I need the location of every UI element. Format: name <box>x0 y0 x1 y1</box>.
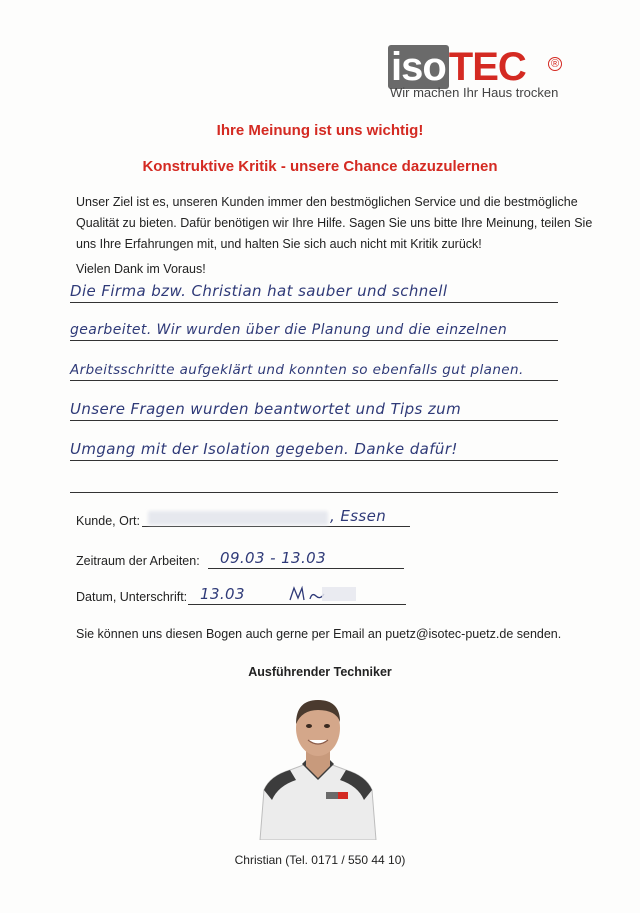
technician-photo <box>256 688 380 840</box>
logo-tagline: Wir machen Ihr Haus trocken <box>390 85 559 100</box>
date-label: Datum, Unterschrift: <box>76 590 188 604</box>
isotec-logo <box>388 45 563 105</box>
handwriting-text: Arbeitsschritte aufgeklärt und konnten so ebenfalls gut planen. <box>70 362 524 378</box>
feedback-line-1 <box>70 272 558 303</box>
period-value: 09.03 - 13.03 <box>220 549 327 567</box>
customer-city: , Essen <box>330 507 387 525</box>
technician-title: Ausführender Techniker <box>248 665 392 679</box>
customer-label: Kunde, Ort: <box>76 514 140 528</box>
period-field <box>208 550 404 569</box>
feedback-line-5 <box>70 430 558 461</box>
handwriting-text: Die Firma bzw. Christian hat sauber und schnell <box>70 282 448 300</box>
date-signature-field <box>188 586 406 605</box>
technician-caption: Christian (Tel. 0171 / 550 44 10) <box>234 853 406 867</box>
handwriting-text: gearbeitet. Wir wurden über die Planung und die einzelnen <box>70 322 508 338</box>
signature-icon <box>288 584 358 604</box>
feedback-line-4 <box>70 390 558 421</box>
email-note: Sie können uns diesen Bogen auch gerne per Email an puetz@isotec-puetz.de senden. <box>76 627 562 641</box>
feedback-line-2 <box>70 310 558 341</box>
handwriting-text: Umgang mit der Isolation gegeben. Danke dafür! <box>70 440 458 458</box>
feedback-line-6 <box>70 462 558 493</box>
period-label: Zeitraum der Arbeiten: <box>76 554 200 568</box>
customer-field <box>142 508 410 527</box>
logo-wordmark <box>388 45 526 89</box>
form-subtitle: Konstruktive Kritik - unsere Chance dazuzulernen <box>142 158 498 175</box>
redacted-name <box>148 511 328 525</box>
logo-iso: iso <box>388 45 449 89</box>
feedback-line-3 <box>70 350 558 381</box>
logo-tec: TEC <box>448 45 526 89</box>
intro-paragraph: Unser Ziel ist es, unseren Kunden immer den bestmöglichen Service und die bestmögliche Qualität zu bieten. Dafür benötigen wir Ihre Hilfe. Sagen Sie uns bitte Ihre Meinung, teilen Sie uns Ihre Erfahrungen mit, und halten Sie sich auch nicht mit Kritik zurück! <box>76 195 593 251</box>
registered-mark: ® <box>548 57 562 71</box>
thanks-text: Vielen Dank im Voraus! <box>76 262 206 276</box>
form-title: Ihre Meinung ist uns wichtig! <box>216 122 424 139</box>
date-value: 13.03 <box>200 585 245 603</box>
handwriting-text: Unsere Fragen wurden beantwortet und Tips zum <box>70 400 462 418</box>
